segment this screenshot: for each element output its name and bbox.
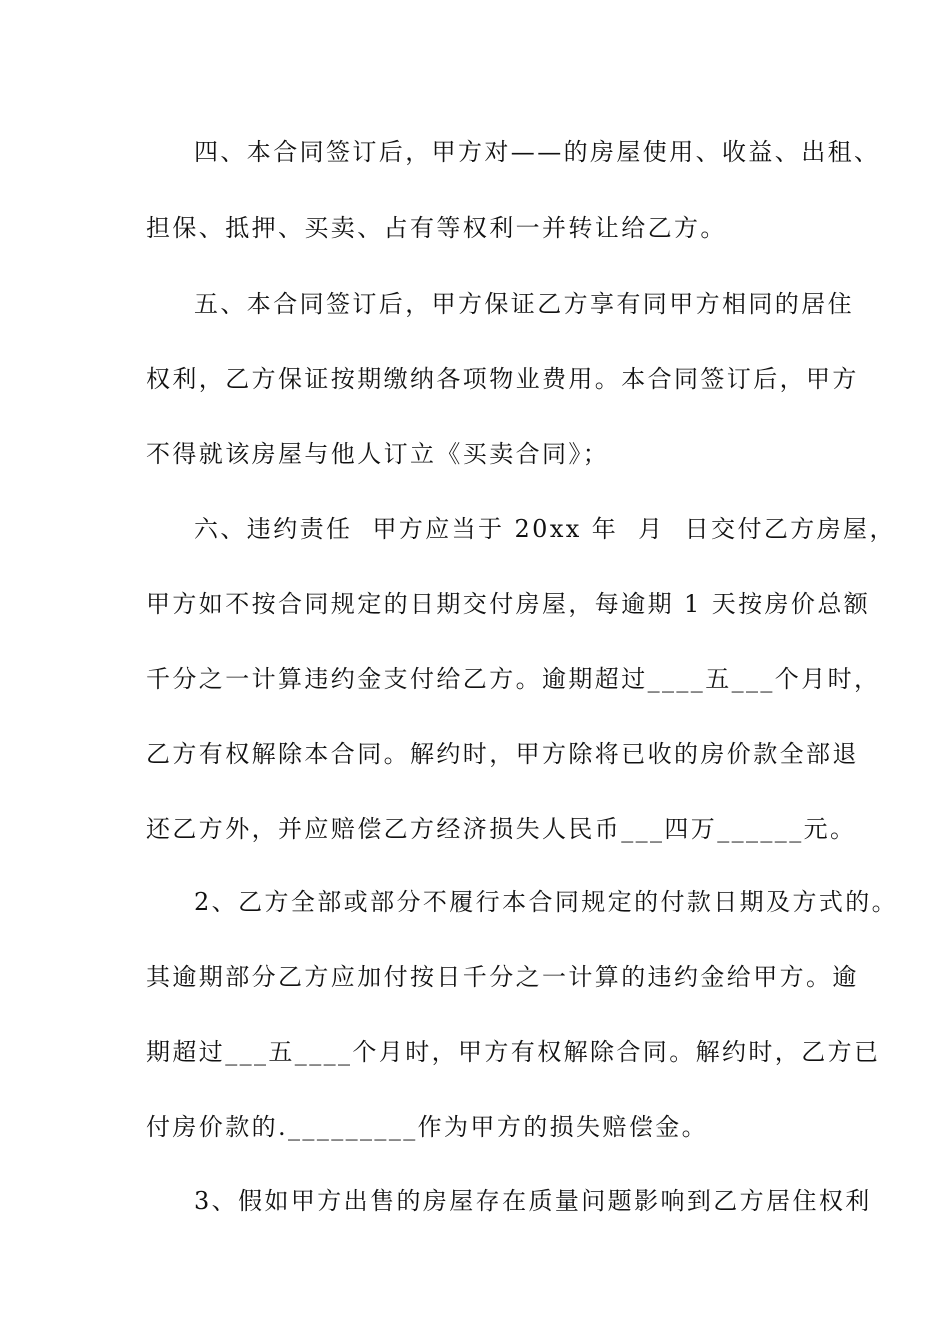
item-2-line-2: 其逾期部分乙方应加付按日千分之一计算的违约金给甲方。逾 (146, 963, 859, 991)
clause-5-line-3: 不得就该房屋与他人订立《买卖合同》； (146, 440, 610, 468)
item-2-line-4: 付房价款的._________作为甲方的损失赔偿金。 (146, 1113, 709, 1141)
clause-6-line-4: 乙方有权解除本合同。解约时，甲方除将已收的房价款全部退 (146, 740, 859, 768)
clause-4-line-1: 四、本合同签订后，甲方对——的房屋使用、收益、出租、 (194, 138, 881, 166)
clause-6-line-2: 甲方如不按合同规定的日期交付房屋，每逾期 1 天按房价总额 (146, 590, 871, 618)
item-2-line-1: 2、乙方全部或部分不履行本合同规定的付款日期及方式的。 (194, 888, 899, 916)
item-2-line-3: 期超过___五____个月时，甲方有权解除合同。解约时，乙方已 (146, 1038, 881, 1066)
clause-6-line-3: 千分之一计算违约金支付给乙方。逾期超过____五___个月时， (146, 665, 881, 693)
clause-6-line-1: 六、违约责任 甲方应当于 20xx 年 月 日交付乙方房屋， (194, 515, 896, 543)
clause-5-line-2: 权利，乙方保证按期缴纳各项物业费用。本合同签订后，甲方 (146, 365, 859, 393)
clause-5-line-1: 五、本合同签订后，甲方保证乙方享有同甲方相同的居住 (194, 290, 854, 318)
clause-6-line-5: 还乙方外，并应赔偿乙方经济损失人民币___四万______元。 (146, 815, 857, 843)
clause-4-line-2: 担保、抵押、买卖、占有等权利一并转让给乙方。 (146, 214, 727, 242)
item-3-line-1: 3、假如甲方出售的房屋存在质量问题影响到乙方居住权利 (194, 1187, 872, 1215)
